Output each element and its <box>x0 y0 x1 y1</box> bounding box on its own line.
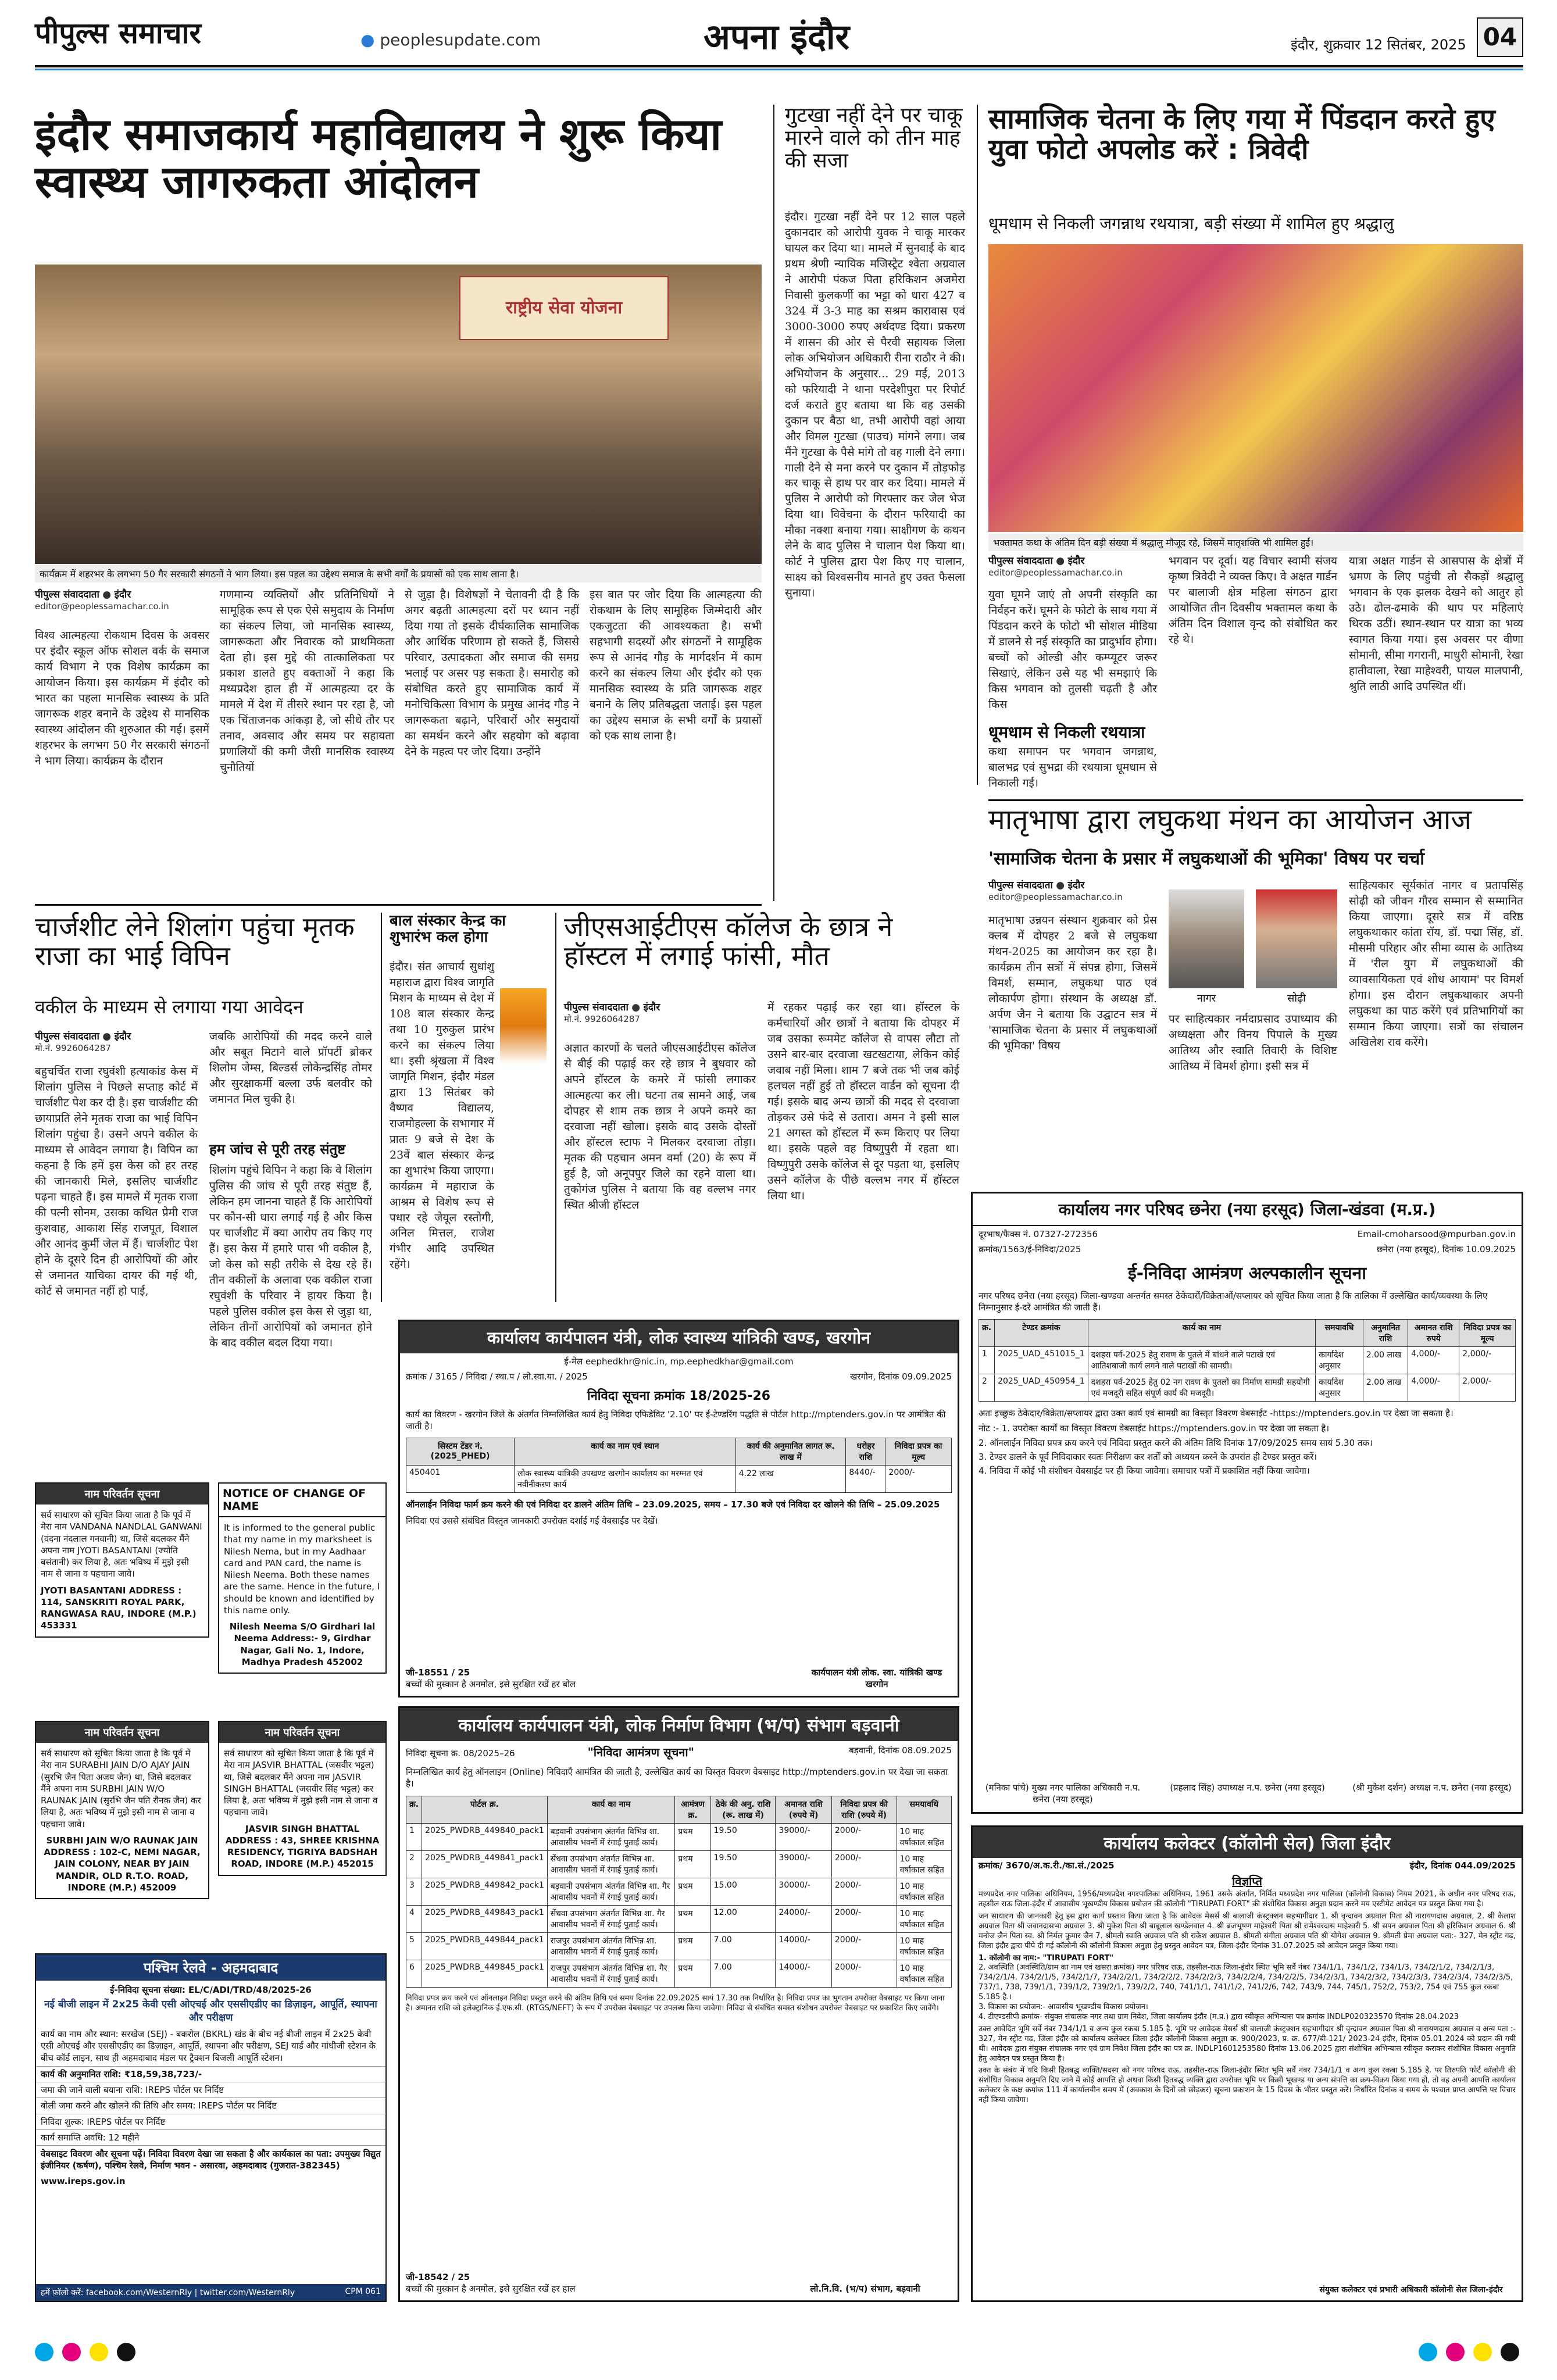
chhanera-table-header-cell: अनुमानित राशि <box>1363 1320 1408 1347</box>
lead-headline: इंदौर समाजकार्य महाविद्यालय ने शुरू किया स्वास्थ्य जागरुकता आंदोलन <box>35 108 722 208</box>
barwani-sign: लो.नि.वि. (भ/प) संभाग, बड़वानी <box>810 2283 920 2294</box>
laghukatha-byline: पीपुल्स संवाददाता ● इंदौर editor@peoplessamachar.co.in <box>988 880 1123 902</box>
khargone-more: निविदा एवं उससे संबंधित विस्तृत जानकारी उपरोक्त दर्शाई गई वेबसाईड पर देखें। <box>406 1516 658 1527</box>
chhanera-table-header <box>979 1320 1516 1347</box>
table-cell: 12.00 <box>710 1905 776 1932</box>
registration-dot <box>35 2343 53 2361</box>
table-cell: 2000/- <box>831 1850 897 1878</box>
chhanera-table-header-cell: समयावधि <box>1316 1320 1363 1347</box>
table-cell: 2 <box>979 1374 995 1402</box>
table-row <box>406 1905 952 1932</box>
classified-3-text: सर्व साधारण को सूचित किया जाता है कि पूर्व में मेरा नाम SURABHI JAIN D/O AJAY JAIN (सुरभि जैन पिता अजय जैन) था, जिसे बदलकर मैंने अपना नाम SURBHI JAIN W/O RAUNAK JAIN (सुरभि जैन पति रौनक जैन) कर लिया है, अतः भविष्य में मुझे इसी नाम से जाना व पहचाना जावे। <box>41 1748 201 1829</box>
pindan-subhead-2: धूमधाम से निकली रथयात्रा <box>988 723 1145 742</box>
laghukatha-photo-2-name: सोढ़ी <box>1287 992 1306 1005</box>
chhanera-ad <box>971 1192 1523 1814</box>
classified-3 <box>35 1721 209 1899</box>
collector-para-3: उक्त आवेदित भूमि सर्वे नंबर 734/1/1 व अन्य कुल रकबा 5.185 है. भूमि पर आवेदक मेसर्स श्री बालाजी कंस्ट्रक्शन सहभागीदार श्री वृन्दावन अग्रवाल पिता श्री नारायणदास अग्रवाल व अन्य पता :- 327, मेन स्ट्रीट गढ़, जिला इंदौर को कार्यालय कलेक्टर जिला इंदौर कॉलोनी विकास अनुज्ञा क्र. 900/2023, प्र. क्र. 677/बी-121/ 2023-24 इंदौर, दिनांक 05.01.2024 को प्रदान की गयी थी। आवेदक द्वारा संयुक्त संचालक नगर एवं ग्राम निवेश जिला इंदौर का पत्र क्र. INDLP1601253580 दिनांक 13.06.2025 द्वारा संशोधित अभिन्यास स्वीकृत कराकर संशोधित विकास अनुमति हेतु आवेदन पत्र प्रस्तुत किया है। <box>979 2024 1516 2063</box>
barwani-title: कार्यालय कार्यपालन यंत्री, लोक निर्माण विभाग (भ/प) संभाग बड़वानी <box>400 1708 958 1741</box>
table-cell: 2000/- <box>831 1878 897 1905</box>
table-cell: 14000/- <box>776 1960 831 1987</box>
shillong-col-2b: शिलांग पहुंचे विपिन ने कहा कि वे शिलांग पुलिस की जांच से पूरी तरह संतुष्ट हैं, लेकिन हम जानना चाहते हैं कि आरोपियों पर कौन-सी धारा लगाई गई है और किस पर चार्जशीट में क्या आरोप तय किए गए हैं। इस केस में हमारे पास भी वकील है, जो केस को सही तरीके से देख रहे हैं। तीन वकीलों के अलावा एक वकील राजा रघुवंशी के परिवार ने हायर किया है। पहले पुलिस वकील इस केस से जुड़ा था, लेकिन तीनों आरोपियों को जमानत होने के बाद वकील बदल दिया गया। <box>209 1164 372 1349</box>
pindan-bottom-rule <box>988 799 1523 801</box>
table-row <box>406 1850 952 1878</box>
barwani-notice-no: निविदा सूचना क्र. 08/2025–26 <box>406 1748 515 1759</box>
table-cell: 30000/- <box>776 1878 831 1905</box>
table-cell: 2025_PWDRB_449844_pack1 <box>422 1932 548 1960</box>
chhanera-table <box>979 1319 1516 1402</box>
gsits-byline-name: पीपुल्स संवाददाता <box>564 1002 628 1013</box>
shillong-byline-city: इंदौर <box>114 1031 131 1042</box>
barwani-footnote: निविदा प्रपत्र क्रय करने एवं ऑनलाइन निविदा प्रस्तुत करने की अंतिम तिथि एवं समय दिनांक 22.09.2025 सायं 17.30 तक निर्धारित है। निविदा प्रपत्र का भुगतान उपरोक्त वेबसाइट पर किया जाना है। अमानत राशि को इलेक्ट्रानिक ई.एफ.सी. (RTGS/NEFT) के रूप में उपरोक्त वेबसाइट पर उपलब्ध किया जावेगा। निविदा से संबंधित समस्त संशोधन उपरोक्त वेबसाइट पर प्रकाशित किए जावेंगे। <box>406 1993 945 2013</box>
lead-byline-city: इंदौर <box>114 589 131 601</box>
table-cell: प्रथम <box>675 1932 710 1960</box>
registration-bar-right <box>1419 2343 1525 2364</box>
shillong-byline: पीपुल्स संवाददाता ● इंदौर मो.नं. 9926064287 <box>35 1031 131 1053</box>
lead-col-3: से जुड़ा है। विशेषज्ञों ने चेतावनी दी है कि अगर बढ़ती आत्महत्या दरों पर ध्यान नहीं दिया गया तो इसके दीर्घकालिक सामाजिक और आर्थिक परिणाम हो सकते हैं, जिससे परिवार, उत्पादकता और समाज की समग्र भलाई पर असर पड़ सकता है। समारोह को संबोधित करते हुए सामाजिक कार्य में मनोचिकित्सा विभाग के प्रमुख आनंद गौड़ ने जागरूकता बढ़ाने, परिवारों और समुदायों का समर्थन करने और सहयोग को बढ़ावा देने के महत्व पर जोर दिया। उन्होंने <box>405 588 579 758</box>
khargone-table-header-cell: निविदा प्रपत्र का मूल्य <box>885 1438 952 1466</box>
paper-logo <box>35 17 201 49</box>
chhanera-sig-1: (मनिका पांचे) मुख्य नगर पालिका अधिकारी न.प. छनेरा (नया हरसूद) <box>985 1782 1141 1804</box>
table-cell: 1 <box>979 1347 995 1374</box>
khargone-ad <box>398 1320 959 1698</box>
collector-title: कार्यालय कलेक्टर (कॉलोनी सेल) जिला इंदौर <box>973 1827 1522 1858</box>
table-cell: 450401 <box>406 1466 515 1493</box>
classified-2-text: It is informed to the general public that my name in my marksheet is Nilesh Nema, but in my Aadhaar card and PAN card, the name is Nilesh Neema. Both these names are the same. Hence in the future, I should be known and identified by this name only. <box>224 1523 380 1616</box>
khargone-slogan: बच्चों की मुस्कान है अनमोल, इसे सुरक्षित रखें हर बोल <box>406 1678 576 1689</box>
pindan-col-2: भगवान पर दूर्वा। यह विचार स्वामी संजय कृष्ण त्रिवेदी ने व्यक्त किए। वे अक्षत गार्डन पर बालाजी क्षेत्र महिला संगठन द्वारा आयोजित तीन दिवसीय भक्तामल कथा के अंतिम दिन विशाल वृन्द को संबोधित कर रहे थे। <box>1169 555 1337 646</box>
railway-footer <box>36 2284 385 2301</box>
lead-photo <box>35 265 762 564</box>
classified-2 <box>218 1482 387 1674</box>
pindan-byline-name: पीपुल्स संवाददाता <box>988 555 1053 567</box>
barwani-table-header-cell: कार्य का नाम <box>547 1796 675 1823</box>
table-cell: 8440/- <box>846 1466 885 1493</box>
lead-bottom-rule <box>35 904 762 906</box>
barwani-table-header-cell: निविदा प्रपत्र की राशि (रुपये में) <box>831 1796 897 1823</box>
laghukatha-col-2: पर साहित्यकार नर्मदाप्रसाद उपाध्याय की अध्यक्षता और विनय पिपाले के मुख्य आतिथ्य और स्वाति तिवारी के विशिष्ट आतिथ्य में विमर्श होगा। इसी सत्र में <box>1169 1013 1337 1073</box>
chhanera-table-body <box>979 1347 1516 1402</box>
website-text: peoplesupdate.com <box>380 30 541 49</box>
khargone-table-header-cell: कार्य की अनुमानित लागत रू. लाख में <box>735 1438 846 1466</box>
table-row <box>406 1878 952 1905</box>
classified-2-title: NOTICE OF CHANGE OF NAME <box>219 1484 385 1517</box>
pindan-left-rule <box>977 105 978 785</box>
collector-ref: क्रमांक/ 3670/अ.क.री./का.सं./2025 <box>979 1860 1115 1871</box>
table-cell: 10 माह वर्षाकाल सहित <box>897 1823 952 1850</box>
chhanera-title: कार्यालय नगर परिषद छनेरा (नया हरसूद) जिला-खंडवा (म.प्र.) <box>973 1193 1522 1226</box>
khargone-footer <box>406 1667 952 1691</box>
masthead-blue-rule <box>35 69 1523 70</box>
pindan-headline: सामाजिक चेतना के लिए गया में पिंडदान करते हुए युवा फोटो अपलोड करें : त्रिवेदी <box>988 103 1495 166</box>
railway-cpm: CPM 061 <box>345 2287 381 2296</box>
khargone-table-header-cell: कार्य का नाम एवं स्थान <box>515 1438 736 1466</box>
laghukatha-headline: मातृभाषा द्वारा लघुकथा मंथन का आयोजन आज <box>988 803 1472 836</box>
khargone-table-body <box>406 1466 952 1493</box>
table-cell: प्रथम <box>675 1878 710 1905</box>
table-cell: 7.00 <box>710 1960 776 1987</box>
barwani-date: बड़वानी, दिनांक 08.09.2025 <box>849 1745 952 1756</box>
lead-byline: पीपुल्स संवाददाता ● इंदौर editor@peoplessamachar.co.in <box>35 589 169 612</box>
pindan-byline-city: इंदौर <box>1067 555 1085 567</box>
table-cell: 19.50 <box>710 1850 776 1878</box>
chhanera-email: Email-cmoharsood@mpurban.gov.in <box>1357 1229 1516 1239</box>
table-cell: 2,000/- <box>1459 1374 1516 1402</box>
chhanera-note-4: 3. टेण्डर डालने के पूर्व निविदाकार स्वतः निरीक्षण कर शर्तों को अध्ययन करने के उपरांत ही टेण्डर प्रस्तुत करें। <box>979 1451 1317 1462</box>
table-cell: 4.22 लाख <box>735 1466 846 1493</box>
gsits-byline: पीपुल्स संवाददाता ● इंदौर मो.नं. 9926064287 <box>564 1002 660 1024</box>
chhanera-subtitle: ई-निविदा आमंत्रण अल्पकालीन सूचना <box>1127 1263 1367 1284</box>
chhanera-table-header-cell: क्र. <box>979 1320 995 1347</box>
classified-3-title: नाम परिवर्तन सूचना <box>36 1722 208 1743</box>
barwani-table-header-cell: पोर्टल क्र. <box>422 1796 548 1823</box>
collector-heading: विज्ञप्ति <box>1232 1874 1262 1889</box>
barwani-table-header <box>406 1796 952 1823</box>
registration-dot <box>62 2343 81 2361</box>
khargone-title: कार्यालय कार्यपालन यंत्री, लोक स्वास्थ्य यांत्रिकी खण्ड, खरगोन <box>400 1321 958 1353</box>
table-cell: 2.00 लाख <box>1363 1347 1408 1374</box>
table-cell: 1 <box>406 1823 422 1850</box>
table-cell: 39000/- <box>776 1823 831 1850</box>
railway-note: वेबसाइट विवरण और सूचना पढ़ें। निविदा विवरण देखा जा सकता है और कार्यकाल का पता: उपमुख्य विद्युत इंजीनियर (कर्षण), पश्चिम रेलवे, निर्माण भवन - असारवा, अहमदाबाद (गुजरात-382345) <box>36 2145 385 2174</box>
table-cell: 2025_PWDRB_449841_pack1 <box>422 1850 548 1878</box>
collector-sign: संयुक्त कलेक्टर एवं प्रभारी अधिकारी कॉलोनी सेल जिला-इंदौर <box>1319 2285 1503 2295</box>
masthead-rule <box>35 65 1523 67</box>
barwani-table-body <box>406 1823 952 1987</box>
table-cell: सेंधवा उपसंभाग अंतर्गत विभिन्न शा. गैर आवासीय भवनों में रंगाई पुताई कार्य। <box>547 1905 675 1932</box>
collector-item: 4. टीएण्डसीपी क्रमांक- संयुक्त संचालक नगर तथा ग्राम निवेश, जिला कार्यालय इंदौर (म.प्र.) द्वारा स्वीकृत अभिन्यास पत्र क्रमांक INDLP020323570 दिनांक 28.04.2023 <box>979 2012 1459 2021</box>
table-cell: 3 <box>406 1878 422 1905</box>
khargone-email: ई-मेल eephedkhr@nic.in, mp.eephedkhar@gmail.com <box>564 1356 794 1367</box>
pindan-byline: पीपुल्स संवाददाता ● इंदौर editor@peoplessamachar.co.in <box>988 555 1123 578</box>
chhanera-sig-3: (श्री मुकेश दर्शन) अध्यक्ष न.प. छनेरा (नया हरसूद) <box>1352 1782 1512 1793</box>
chhanera-table-header-cell: अमानत राशि रुपये <box>1408 1320 1459 1347</box>
table-cell: प्रथम <box>675 1905 710 1932</box>
chhanera-ref: क्रमांक/1563/ई-निविदा/2025 <box>979 1244 1081 1255</box>
barwani-subtitle: "निविदा आमंत्रण सूचना" <box>587 1745 694 1759</box>
barwani-ad <box>398 1706 959 2302</box>
pindan-col-1b: कथा समापन पर भगवान जगन्नाथ, बालभद्र एवं सुभद्रा की रथयात्रा धूमधाम से निकाली गई। <box>988 745 1157 789</box>
registration-dot <box>90 2343 108 2361</box>
table-cell: 10 माह वर्षाकाल सहित <box>897 1932 952 1960</box>
chhanera-date: छनेरा (नया हरसूद), दिनांक 10.09.2025 <box>1377 1244 1516 1255</box>
section-title: अपना इंदौर <box>703 17 850 58</box>
barwani-intro: निम्नलिखित कार्य हेतु ऑनलाइन (Online) निविदाएँ आमंत्रित की जाती है, उल्लेखित कार्य का विस्तृत विवरण वेबसाइट http://mptenders.gov.in पर देखा जा सकता है। <box>406 1767 948 1789</box>
balsanskar-headline: बाल संस्कार केन्द्र का शुभारंभ कल होगा <box>390 912 506 946</box>
table-cell: 15.00 <box>710 1878 776 1905</box>
railway-website[interactable]: www.ireps.gov.in <box>41 2175 126 2186</box>
classified-3-address: SURBHI JAIN W/O RAUNAK JAIN ADDRESS : 102-C, NEMI NAGAR, JAIN COLONY, NEAR BY JAIN MANDIR, OLD R.T.O. ROAD, INDORE (M.P.) 452009 <box>44 1835 201 1893</box>
collector-items <box>973 1953 1522 2024</box>
table-cell: दशहरा पर्व-2025 हेतु रावण के पुतले में बांधने वाले पटाखे एवं आतिशबाजी कार्य लगने वाले पटाखों की सामग्री। <box>1088 1347 1315 1374</box>
chhanera-table-wrap <box>973 1316 1522 1405</box>
registration-bar-left <box>35 2343 141 2364</box>
table-cell: प्रथम <box>675 1960 710 1987</box>
nss-banner <box>459 276 669 340</box>
chhanera-contact <box>973 1226 1522 1242</box>
laghukatha-subhead: 'सामाजिक चेतना के प्रसार में लघुकथाओं की भूमिका' विषय पर चर्चा <box>988 849 1425 869</box>
table-cell: 2025_UAD_451015_1 <box>995 1347 1088 1374</box>
collector-ad <box>971 1825 1523 2302</box>
chhanera-table-header-cell: निविदा प्रपत्र का मूल्य <box>1459 1320 1516 1347</box>
table-cell: दशहरा पर्व-2025 हेतु 02 नग रावण के पुतलों का निर्माण सामग्री सहयोगी एवं मजदूरी सहित संपूर्ण कार्य की मजदूरी। <box>1088 1374 1315 1402</box>
classified-4-title: नाम परिवर्तन सूचना <box>219 1722 385 1743</box>
page-number: 04 <box>1477 17 1523 57</box>
chhanera-note-3: 2. ऑनलाईन निविदा प्रपत्र क्रय करने एवं निविदा प्रस्तुत करने की अंतिम तिथि दिनांक 17/09/2025 समय सायं 5.30 तक। <box>979 1437 1373 1448</box>
khargone-dates: ऑनलाईन निविदा फार्म क्रय करने की एवं निविदा दर डालने अंतिम तिथि – 23.09.2025, समय – 17.30 बजे एवं निविदा दर खोलने की तिथि – 25.09.2025 <box>406 1499 940 1510</box>
gsits-col-2: में रहकर पढ़ाई कर रहा था। हॉस्टल के कर्मचारियों और छात्रों ने बताया कि दोपहर में जब उसका रूममेट कॉलेज से वापस लौटा तो उसने बार-बार दरवाजा खटखटाया, लेकिन कोई जवाब नहीं मिला। शाम 7 बजे तक भी जब कोई हलचल नहीं हुई तो हॉस्टल वार्डन को सूचना दी गई। इसके बाद अन्य छात्रों की मदद से दरवाजा तोड़कर उसे फंदे से उतारा। अमन ने इसी साल 21 अगस्त को हॉस्टल में रूम किराए पर लिया था। इसके पहले वह विष्णुपुरी में रहता था। विष्णुपुरी उसके कॉलेज से दूर पड़ता था, इसलिए उसने कॉलेज के पीछे वल्लभ नगर में हॉस्टल लिया था। <box>767 1001 959 1202</box>
collector-item: 1. कॉलोनी का नाम:- "TIRUPATI FORT" <box>979 1953 1114 1963</box>
balsanskar-photo <box>500 988 547 1064</box>
registration-dot <box>1473 2343 1492 2361</box>
table-cell: 2 <box>406 1850 422 1878</box>
table-cell: 2.00 लाख <box>1363 1374 1408 1402</box>
laghukatha-byline-name: पीपुल्स संवाददाता <box>988 880 1053 891</box>
table-cell: 2000/- <box>831 1905 897 1932</box>
paper-name: पीपुल्स समाचार <box>35 16 201 50</box>
railway-fee: निविदा शुल्क: IREPS पोर्टल पर निर्दिष्ट <box>36 2114 385 2129</box>
pindan-email: editor@peoplessamachar.co.in <box>988 567 1123 578</box>
table-cell: 2025_UAD_450954_1 <box>995 1374 1088 1402</box>
gsits-left-rule <box>555 913 556 1302</box>
railway-title: पश्चिम रेलवे - अहमदाबाद <box>36 1954 385 1981</box>
railway-period: कार्य समाप्ति अवधि: 12 महीने <box>36 2129 385 2145</box>
barwani-footer <box>406 2271 952 2295</box>
table-cell: बड़वानी उपसंभाग अंतर्गत विभिन्न शा. गैर आवासीय भवनों में रंगाई पुताई कार्य। <box>547 1878 675 1905</box>
chhanera-phone: दूरभाष/फैक्स नं. 07327-272356 <box>979 1229 1098 1239</box>
registration-dot <box>117 2343 135 2361</box>
barwani-table <box>406 1796 952 1988</box>
table-cell: 10 माह वर्षाकाल सहित <box>897 1905 952 1932</box>
pindan-photo <box>988 244 1523 532</box>
chhanera-table-header-cell: टेण्डर क्रमांक <box>995 1320 1088 1347</box>
railway-emd: जमा की जाने वाली बयाना राशि: IREPS पोर्टल पर निर्दिष्ट <box>36 2082 385 2097</box>
lead-col-2: गणमान्य व्यक्तियों और प्रतिनिधियों ने सामूहिक रूप से एक ऐसे समुदाय के निर्माण का संकल्प लिया, जो मानसिक स्वास्थ्य, जागरूकता और निवारक को प्राथमिकता देता हो। इस मुद्दे की तात्कालिकता पर प्रकाश डालते हुए वक्ताओं ने कहा कि मध्यप्रदेश हाल ही में आत्महत्या दर के मामले में देश में तीसरे स्थान पर रहा है, जो एक चिंताजनक आंकड़ा है, जो सीधे तौर पर तनाव, अवसाद और समय पर सहायता प्रणालियों की कमी जैसी मानसिक स्वास्थ्य चुनौतियों <box>220 588 394 774</box>
khargone-ji: जी-18551 / 25 <box>406 1667 470 1678</box>
barwani-table-header-cell: क्र. <box>406 1796 422 1823</box>
table-cell: 10 माह वर्षाकाल सहित <box>897 1878 952 1905</box>
chhanera-intro: नगर परिषद छनेरा (नया हरसूद) जिला-खण्डवा अन्तर्गत समस्त ठेकेदारों/विक्रेताओं/सप्लायर को सूचित किया जाता है कि तालिका में उल्लेखित कार्य/व्यवस्था के लिए निम्नानुसार ई-दरें आमंत्रित की जाती हैं। <box>979 1290 1488 1313</box>
table-cell: बड़वानी उपसंभाग अंतर्गत विभिन्न शा. आवासीय भवनों में रंगाई पुताई कार्य। <box>547 1823 675 1850</box>
gutka-left-rule <box>773 105 774 901</box>
classified-2-address: Nilesh Neema S/O Girdhari lal Neema Address:- 9, Girdhar Nagar, Gali No. 1, Indore, Madhya Pradesh 452002 <box>229 1621 376 1667</box>
khargone-table-header-cell: सिस्टम टेंडर नं. (2025_PHED) <box>406 1438 515 1466</box>
barwani-table-header-cell: ठेके की अनु. राशि (रू. लाख में) <box>710 1796 776 1823</box>
gutka-text: इंदौर। गुटखा नहीं देने पर 12 साल पहले दुकानदार को आरोपी युवक ने चाकू मारकर घायल कर दिया था। मामले में सुनवाई के बाद प्रथम श्रेणी न्यायिक मजिस्ट्रेट श्वेता अग्रवाल ने आरोपी पंकज पिता हरिकिशन अजमेरा निवासी कुलकर्णी का भट्टा को धारा 427 व 324 में 3-3 माह का सश्रम कारावास एवं 3000-3000 रुपए अर्थदण्ड दिया। प्रकरण में शासन की ओर से पैरवी सहायक जिला लोक अभियोजन अधिकारी रीना राठौर ने की। अभियोजन के अनुसार... 29 मई, 2013 को फरियादी ने थाना परदेशीपुरा पर रिपोर्ट दर्ज कराते हुए बताया था कि वह उसकी दुकान पर बैठा था, तभी आरोपी वहां आया और विमल गुटखा (पाउच) मांगने लगा। जब मैंने गुटखा के पैसे मांगे तो वह गाली देने लगा। गाली देने से मना करने पर दुकान में तोड़फोड़ कर चाकू से हाथ पर वार कर दिया। मामले में पुलिस ने आरोपी को गिरफ्तार कर जेल भेज दिया था। विवेचना के दौरान फरियादी का मौका नक्शा बनाया गया। साक्षीगण के कथन लेने के बाद पुलिस ने चालान पेश किया था। कोर्ट ने पुलिस द्वारा पेश किए गए चालान, साक्ष्य को विश्वसनीय मानते हुए उक्त फैसला सुनाया। <box>785 210 965 600</box>
balsanskar-left-rule <box>381 913 382 1302</box>
khargone-ref: क्रमांक / 3165 / निविदा / स्था.प / लो.स्वा.या. / 2025 <box>406 1371 588 1382</box>
railway-work: कार्य का नाम और स्थान: सरखेज (SEJ) - बकरोल (BKRL) खंड के बीच नई बीजी लाइन में 2x25 केवी एसी ओएचई और एससीएडीए का डिज़ाइन, आपूर्ति, स्थापना और परीक्षण, SEJ यार्ड और गांधीजी स्टेशन के बीच कॉर्ड लाइन, साथ ही अहमदाबाद मंडल पर ट्रैक्शन बिजली आपूर्ति स्टेशन। <box>41 2029 376 2063</box>
table-row <box>406 1932 952 1960</box>
table-cell: राजपुर उपसंभाग अंतर्गत विभिन्न शा. आवासीय भवनों में रंगाई पुताई कार्य। <box>547 1932 675 1960</box>
chhanera-refline <box>973 1242 1522 1256</box>
table-cell: 19.50 <box>710 1823 776 1850</box>
table-row <box>979 1347 1516 1374</box>
railway-ad <box>35 1953 387 2302</box>
collector-item: 3. विकास का प्रयोजन:- आवासीय भूखण्डीय विकास प्रयोजन। <box>979 2003 1148 2012</box>
barwani-ji: जी-18542 / 25 <box>406 2271 470 2282</box>
classified-1-address: JYOTI BASANTANI ADDRESS : 114, SANSKRITI ROYAL PARK, RANGWASA RAU, INDORE (M.P.) 453331 <box>41 1585 197 1631</box>
classified-4-text: सर्व साधारण को सूचित किया जाता है कि पूर्व में मेरा नाम JASVIR BHATTAL (जसवीर भट्टल) था, जिसे बदलकर मैंने अपना नाम JASVIR SINGH BHATTAL (जसवीर सिंह भट्टल) कर लिया है, अतः भविष्य में मुझे इसी नाम से जाना व पहचाना जावे। <box>224 1748 378 1818</box>
dateline: इंदौर, शुक्रवार 12 सितंबर, 2025 <box>1291 37 1466 53</box>
shillong-headline: चार्जशीट लेने शिलांग पहुंचा मृतक राजा का भाई विपिन <box>35 911 355 971</box>
nss-banner-text: राष्ट्रीय सेवा योजना <box>505 298 623 318</box>
table-cell: 6 <box>406 1960 422 1987</box>
collector-refline <box>973 1858 1522 1873</box>
registration-dot <box>1501 2343 1519 2361</box>
lead-email: editor@peoplessamachar.co.in <box>35 601 169 612</box>
table-cell: 2025_PWDRB_449840_pack1 <box>422 1823 548 1850</box>
lead-byline-name: पीपुल्स संवाददाता <box>35 589 99 601</box>
collector-date: इंदौर, दिनांक 044.09/2025 <box>1409 1860 1516 1871</box>
shillong-subhead: वकील के माध्यम से लगाया गया आवेदन <box>35 996 303 1018</box>
table-cell: 14000/- <box>776 1932 831 1960</box>
khargone-table <box>406 1438 952 1493</box>
khargone-table-header <box>406 1438 952 1466</box>
table-cell: प्रथम <box>675 1850 710 1878</box>
chhanera-signatures <box>979 1782 1516 1806</box>
khargone-table-wrap <box>400 1434 958 1496</box>
shillong-col-1: बहुचर्चित राजा रघुवंशी हत्याकांड केस में शिलांग पुलिस ने पिछले सप्ताह कोर्ट में चार्जशीट पेश कर दी है। इस चार्जशीट की छायाप्रति लेने मृतक राजा का भाई विपिन शिलांग पहुंचा है। उसने अपने वकील के माध्यम से आवेदन लगाया है। विपिन का कहना है कि हमें इस केस को हर तरह की जानकारी मिले, इसलिए चार्जशीट पढ़ना चाहते हैं। इस मामले में मृतक राजा की पत्नी सोनम, उसका कथित प्रेमी राज कुशवाह, आकाश सिंह राजपूत, विशाल और आनंद कुर्मी जेल में हैं। चार्जशीट पेश होने के दूसरे दिन ही आरोपियों की ओर से जमानत याचिका दायर की गई थी, कोर्ट से जमानत नहीं हो पाई, <box>35 1065 198 1298</box>
table-cell: 39000/- <box>776 1850 831 1878</box>
table-cell: 4 <box>406 1905 422 1932</box>
masthead <box>35 17 1523 64</box>
registration-dot <box>1446 2343 1465 2361</box>
table-row <box>406 1466 952 1493</box>
shillong-byline-name: पीपुल्स संवाददाता <box>35 1031 99 1042</box>
lead-col-1: विश्व आत्महत्या रोकथाम दिवस के अवसर पर इंदौर स्कूल ऑफ सोशल वर्क के समाज कार्य विभाग ने एक विशेष कार्यक्रम का आयोजन किया। इस कार्यक्रम में इंदौर को भारत का पहला मानसिक स्वास्थ्य के प्रति जागरूक शहर बनाने के उद्देश्य से मानसिक स्वास्थ्य आंदोलन की शुरुआत की गई। इसमें शहरभर के लगभग 50 गैर सरकारी संगठनों ने भाग लिया। कार्यक्रम के दौरान <box>35 629 209 767</box>
railway-headline: नई बीजी लाइन में 2x25 केवी एसी ओएचई और एससीएडीए का डिज़ाइन, आपूर्ति, स्थापना और परीक्षण <box>44 1999 377 2024</box>
pindan-col-1: युवा घूमने जाएं तो अपनी संस्कृति का निर्वहन करें। घूमने के फोटो के साथ गया में पिंडदान करने के फोटो भी सोशल मीडिया में डालने से नई संस्कृति का प्रादुर्भाव होगा। बच्चों को ओल्डी और कम्प्यूटर जरूर सिखाएं, लेकिन उसे यह भी समझाएं कि किस भगवान को तुलसी चढ़ती है और किस <box>988 588 1157 711</box>
chhanera-table-header-cell: कार्य का नाम <box>1088 1320 1315 1347</box>
balsanskar-text: इंदौर। संत आचार्य सुधांशु महाराज द्वारा विश्व जागृति मिशन के माध्यम से देश में 108 बाल संस्कार केन्द्र तथा 10 गुरुकुल प्रारंभ करने का संकल्प लिया था। इसी श्रृंखला में विश्व जागृति मिशन, इंदौर मंडल द्वारा 13 सितंबर को वैष्णव विद्यालय, राजमोहल्ला के सभागार में प्रातः 9 बजे से देश के 23वें बाल संस्कार केन्द्र का शुभारंभ किया जाएगा। कार्यक्रम में महाराज के आश्रम से विशेष रूप से पधार रहे जेयूल रस्तोगी, अनिल मित्तल, राजेश गंभीर आदि उपस्थित रहेंगे। <box>390 960 494 1271</box>
classified-1-title: नाम परिवर्तन सूचना <box>36 1484 208 1505</box>
table-cell: 2000/- <box>831 1823 897 1850</box>
gsits-headline: जीएसआईटीएस कॉलेज के छात्र ने हॉस्टल में लगाई फांसी, मौत <box>564 911 893 971</box>
laghukatha-photo-2 <box>1256 889 1337 988</box>
table-row <box>979 1374 1516 1402</box>
table-cell: 5 <box>406 1932 422 1960</box>
table-cell: कार्यादेश अनुसार <box>1316 1374 1363 1402</box>
barwani-table-wrap <box>400 1792 958 1991</box>
table-cell: लोक स्वास्थ्य यांत्रिकी उपखण्ड खरगोन कार्यालय का मरम्मत एवं नवीनीकरण कार्य <box>515 1466 736 1493</box>
khargone-notice-no: निविदा सूचना क्रमांक 18/2025-26 <box>587 1388 771 1403</box>
table-cell: 2025_PWDRB_449843_pack1 <box>422 1905 548 1932</box>
laghukatha-email: editor@peoplessamachar.co.in <box>988 892 1123 902</box>
khargone-sign: कार्यपालन यंत्री लोक. स्वा. यांत्रिकी खण्ड खरगोन <box>811 1667 942 1689</box>
classified-4 <box>218 1721 387 1876</box>
table-cell: 2,000/- <box>1459 1347 1516 1374</box>
table-cell: 10 माह वर्षाकाल सहित <box>897 1960 952 1987</box>
khargone-date: खरगोन, दिनांक 09.09.2025 <box>850 1371 952 1382</box>
table-cell: कार्यादेश अनुसार <box>1316 1347 1363 1374</box>
pindan-col-3: यात्रा अक्षत गार्डन से आसपास के क्षेत्रों में भ्रमण के लिए पहुंची तो सैकड़ों श्रद्धालु भगवान के एक झलक देखने को आतुर हो उठे। ढोल-ढमाके की थाप पर महिलाएं थिरक उठीं। स्थान-स्थान पर यात्रा का भव्य स्वागत किया गया। इस अवसर पर वीणा सोमानी, सीमा गगरानी, माधुरी सोमानी, रेखा हातीवाला, रेखा माहेश्वरी, पायल मालपानी, श्रुति लाठी आदि उपस्थित थीं। <box>1349 555 1523 693</box>
laghukatha-col-1: मातृभाषा उन्नयन संस्थान शुक्रवार को प्रेस क्लब में दोपहर 2 बजे से लघुकथा मंथन-2025 का आयोजन कर रहा है। कार्यक्रम तीन सत्रों में संपन्न होगा, जिसमें विमर्श, सम्मान, लघुकथा पाठ एवं लोकार्पण होगा। संस्थान के अध्यक्ष डॉ. अर्पण जैन ने बताया कि उद्घाटन सत्र में 'सामाजिक चेतना के प्रसार में लघुकथाओं की भूमिका' विषय <box>988 914 1157 1052</box>
table-cell: 2000/- <box>885 1466 952 1493</box>
table-cell: 7.00 <box>710 1932 776 1960</box>
gutka-headline: गुटखा नहीं देने पर चाकू मारने वाले को तीन माह की सजा <box>785 103 963 173</box>
railway-cost: कार्य की अनुमानित राशि: ₹18,59,38,723/- <box>36 2066 385 2082</box>
gsits-col-1: अज्ञात कारणों के चलते जीएसआईटीएस कॉलेज से बीई की पढ़ाई कर रहे छात्र ने बुधवार को अपने हॉस्टल के कमरे में फांसी लगाकर आत्महत्या कर ली। घटना तब सामने आई, जब दोपहर से शाम तक छात्र ने अपने कमरे का दरवाजा नहीं खोला। इसके बाद उसके दोस्तों और हॉस्टल स्टाफ ने मिलकर दरवाजा तोड़ा। मृतक की पहचान अमन वर्मा (20) के रूप में हुई है, जो अनूपपुर जिले का रहने वाला था। तुकोगंज पुलिस ने बताया कि वह वल्लभ नगर स्थित श्रीजी हॉस्टल <box>564 1042 756 1212</box>
laghukatha-byline-city: इंदौर <box>1067 880 1085 891</box>
barwani-slogan: बच्चों की मुस्कान है अनमोल, इसे सुरक्षित रखें हर हाल <box>406 2283 576 2294</box>
railway-closing: बोली जमा करने और खोलने की तिथि और समय: IREPS पोर्टल पर निर्दिष्ट <box>36 2097 385 2113</box>
shillong-col-2: जबकि आरोपियों की मदद करने वाले और सबूत मिटाने वाले प्रॉपर्टी ब्रोकर शिलोम जेम्स, बिल्डर्स लोकेन्द्रसिंह तोमर और सुरक्षाकर्मी बल्ला उर्फ बलवीर को जमानत मिल चुकी है। <box>209 1030 372 1106</box>
gsits-mobile: मो.नं. 9926064287 <box>564 1014 640 1024</box>
khargone-refline <box>400 1370 958 1384</box>
railway-footer-text[interactable]: हमें फ़ॉलो करें: facebook.com/WesternRly | twitter.com/WesternRly <box>41 2288 295 2297</box>
globe-icon: ● <box>360 30 375 49</box>
table-cell: 10 माह वर्षाकाल सहित <box>897 1850 952 1878</box>
table-cell: 24000/- <box>776 1905 831 1932</box>
khargone-intro: कार्य का विवरण - खरगोन जिले के अंतर्गत निम्नलिखित कार्य हेतु निविदा एफिडेविट '2.10' पर ई-टेण्डरिंग पद्धति से पोर्टल http://mptenders.gov.in पर आमंत्रित की जाती है। <box>406 1409 946 1431</box>
shillong-subhead-2: हम जांच से पूरी तरह संतुष्ट <box>209 1141 346 1157</box>
collector-item: 2. अवस्थिति (अवस्थिति/ग्राम का नाम एवं खसरा क्रमांक) नगर परिषद राऊ, तहसील-राऊ जिला-इंदौर स्थित भूमि सर्वे नंबर 734/1/1, 734/1/2, 734/1/3, 734/2/1/2, 734/2/1/3, 734/2/1/4, 734/2/1/5, 734/2/1/7, 734/2/2/1, 734/2/2/2, 734/2/2/3, 734/2/2/4, 734/2/2/5, 734/2/3/1, 734/2/3/2, 734/2/3/3, 734/2/3/4, 734/2/3/5, 737/1, 738, 739/1/1, 739/1/2, 739/2/1, 739/2/2, 740, 741/1/1, 741/1/2, 741/2/6, 742, 743/9, 744, 745/1, 752/2, 753/2, 754 एवं 755 कुल रकबा 5.185 है.। <box>979 1963 1513 2002</box>
barwani-refline <box>400 1741 958 1764</box>
collector-para-1: मध्यप्रदेश नगर पालिका अधिनियम, 1956/मध्यप्रदेश नगरपालिका अधिनियम, 1961 उसके अंतर्गत, निर्मित मध्यप्रदेश नगर पालिका (कॉलोनी विकास) नियम 2021, के अधीन नगर परिषद राऊ, तहसील राऊ जिला-इंदौर में आवासीय भूखण्डीय विकास प्रयोजन की कॉलोनी "TIRUPATI FORT" की संशोधित विकास अनुज्ञा प्रदान करने मय एस्टीमेट आवेदन पत्र प्रस्तुत किया गया है। <box>979 1890 1516 1909</box>
collector-para-4: उक्त के संबंध में यदि किसी हितबद्ध व्यक्ति/सदस्य को नगर परिषद राऊ, तहसील-राऊ जिला-इंदौर स्थित भूमि सर्वे नंबर 734/1/1 व अन्य कुल रकबा 5.185 है. पर तिरुपति फोर्ट कॉलोनी की संशोधित विकास अनुमति दिए जाने में कोई आपत्ति हो अथवा किसी हितबद्ध व्यक्ति द्वारा उपरोक्त भूमि पर किसी भूखण्ड या अन्य संपत्ति का क्रय-विक्रय किया गया हो, तो वह अपनी आपत्ति कार्यालय कलेक्टर के कक्ष क्रमांक 111 में कार्यालयीन समय में (अवकाश के दिनों को छोड़कर) सूचना प्रकाशन के 15 दिवस के भीतर प्रस्तुत करें। निर्धारित दिनांक व समय के पश्चात प्राप्त आपत्ति पर विचार नहीं किया जावेगा। <box>979 2066 1516 2105</box>
barwani-table-header-cell: समयावधि <box>897 1796 952 1823</box>
chhanera-note-2: नोट :- 1. उपरोक्त कार्यों का विस्तृत विवरण वेबसाईट https://mptenders.gov.in पर देखा जा सकता है। <box>979 1423 1330 1434</box>
pindan-caption: भक्तामत कथा के अंतिम दिन बड़ी संख्या में श्रद्धालु मौजूद रहे, जिसमें मातृशक्ति भी शामिल हुईं। <box>988 534 1523 551</box>
registration-dot <box>1419 2343 1437 2361</box>
table-row <box>406 1823 952 1850</box>
table-cell: 2025_PWDRB_449845_pack1 <box>422 1960 548 1987</box>
table-cell: प्रथम <box>675 1823 710 1850</box>
shillong-mobile: मो.नं. 9926064287 <box>35 1043 111 1053</box>
table-cell: 2025_PWDRB_449842_pack1 <box>422 1878 548 1905</box>
barwani-table-header-cell: आमंत्रण क्र. <box>675 1796 710 1823</box>
lead-photo-caption: कार्यक्रम में शहरभर के लगभग 50 गैर सरकारी संगठनों ने भाग लिया। इस पहल का उद्देश्य समाज के सभी वर्गों के प्रयासों को एक साथ लाना है। <box>35 565 762 583</box>
pindan-subhead: धूमधाम से निकली जगन्नाथ रथयात्रा, बड़ी संख्या में शामिल हुए श्रद्धालु <box>988 214 1394 233</box>
table-cell: राजपुर उपसंभाग अंतर्गत विभिन्न शा. गैर आवासीय भवनों में रंगाई पुताई कार्य। <box>547 1960 675 1987</box>
classified-4-address: JASVIR SINGH BHATTAL ADDRESS : 43, SHREE KRISHNA RESIDENCY, TIGRIYA BADSHAH ROAD, INDORE (M.P.) 452015 <box>225 1823 380 1870</box>
table-cell: 2000/- <box>831 1960 897 1987</box>
classified-1-text: सर्व साधारण को सूचित किया जाता है कि पूर्व में मेरा नाम VANDANA NANDLAL GANWANI (वंदना नंदलाल गनवानी) था, जिसे बदलकर मैंने अपना नाम JYOTI BASANTANI (ज्योति बसंतानी) कर लिया है, अतः भविष्य में मुझे इसी नाम से जाना व पहचाना जावे। <box>41 1510 202 1579</box>
gsits-byline-city: इंदौर <box>643 1002 660 1013</box>
collector-para-2: जन साधारण की जानकारी हेतु इस द्वारा कार्य प्रस्ताव किया जाता है कि आवेदक मेसर्स श्री बालाजी कंस्ट्रक्शन सहभागीदार 1. श्री वृन्दावन अग्रवाल पिता श्री नारायणदास अग्रवाल, 2. श्री कैलाश अग्रवाल पिता श्री जवानदासभा अग्रवाल 3. श्री मुकेश पिता श्री बाबूलाल खण्डेलवाल 4. श्री ब्रजभूषण माहेश्वरी पिता श्री रामेश्वरदास माहेश्वरी 5. श्री सपन अग्रवाल पिता श्री हरिकिशन अग्रवाल 6. श्री मनोज जैन पिता स्व. श्री निर्मल कुमार जैन 7. श्रीमती स्वाति अग्रवाल पति श्री राकेश अग्रवाल 8. श्रीमती संगीता अग्रवाल पति श्री योगेश अग्रवाल 9. श्रीमती प्रेमा अग्रवाल पता:- 327, मेन स्ट्रीट गढ़, जिला इंदौर द्वारा पीपे दी गई कॉलोनी की कॉलोनी विकास अनुज्ञा हेतु प्रस्तुत आवेदन पत्र, जिला-इंदौर दिनांक 31.07.2025 को आवेदन प्रस्तुत किया गया। <box>979 1912 1516 1950</box>
chhanera-sig-2: (प्रहलाद सिंह) उपाध्यक्ष न.प. छनेरा (नया हरसूद) <box>1170 1782 1325 1793</box>
chhanera-note-1: अतः इच्छुक ठेकेदार/विक्रेता/सप्लायर द्वारा उक्त कार्य एवं सामग्री का विस्तृत विवरण वेबसाईट -https://mptenders.gov.in पर देखा जा सकता है। <box>979 1408 1454 1418</box>
khargone-table-header-cell: धरोहर राशि <box>846 1438 885 1466</box>
table-cell: 4,000/- <box>1408 1374 1459 1402</box>
table-cell: 4,000/- <box>1408 1347 1459 1374</box>
classified-1 <box>35 1482 209 1638</box>
chhanera-note-5: 4. निविदा में कोई भी संशोधन वेबसाईट पर ही किया जावेगा। समाचार पत्रों में प्रकाशित नहीं किया जावेगा। <box>979 1466 1310 1476</box>
table-cell: सेंधवा उपसंभाग अंतर्गत विभिन्न शा. आवासीय भवनों में रंगाई पुताई कार्य। <box>547 1850 675 1878</box>
laghukatha-col-3: साहित्यकार सूर्यकांत नागर व प्रतापसिंह सोढ़ी को जीवन गौरव सम्मान से सम्मानित किया जाएगा। दूसरे सत्र में वरिष्ठ लघुकथाकार कांता रॉय, डॉ. पद्मा सिंह, डॉ. मौसमी परिहार और सीमा व्यास के आतिथ्य में 'रील युग में लघुकथाओं की व्यावसायिकता एवं शोध आयाम' पर विमर्श होगा। इस दौरान लघुकथाकार अपनी लघुकथा का पाठ करेंगे एवं प्रतिभागियों का सम्मान किया जाएगा। सत्रों का संचालन अखिलेश राव करेंगे। <box>1349 879 1523 1049</box>
website-link[interactable] <box>360 30 541 49</box>
barwani-table-header-cell: अमानत राशि (रुपये में) <box>776 1796 831 1823</box>
lead-col-4: इस बात पर जोर दिया कि आत्महत्या की रोकथाम के लिए सामूहिक जिम्मेदारी और एकजुटता की आवश्यकता है। सभी सहभागी सदस्यों और संगठनों ने सामूहिक रूप से आनंद गौड़ के मार्गदर्शन में काम करने का संकल्प लिया और इंदौर को एक मानसिक स्वास्थ्य के प्रति जागरूक शहर बनाने के लिए प्रतिबद्धता जताई। इस पहल का उद्देश्य समाज के सभी वर्गों के प्रयासों को एक साथ लाना है। <box>590 588 762 742</box>
laghukatha-photo-1 <box>1169 889 1244 988</box>
railway-ref: ई-निविदा सूचना संख्या: EL/C/ADI/TRD/48/2025-26 <box>110 1985 312 1995</box>
table-cell: 2000/- <box>831 1932 897 1960</box>
table-row <box>406 1960 952 1987</box>
laghukatha-photo-1-name: नागर <box>1197 992 1216 1005</box>
